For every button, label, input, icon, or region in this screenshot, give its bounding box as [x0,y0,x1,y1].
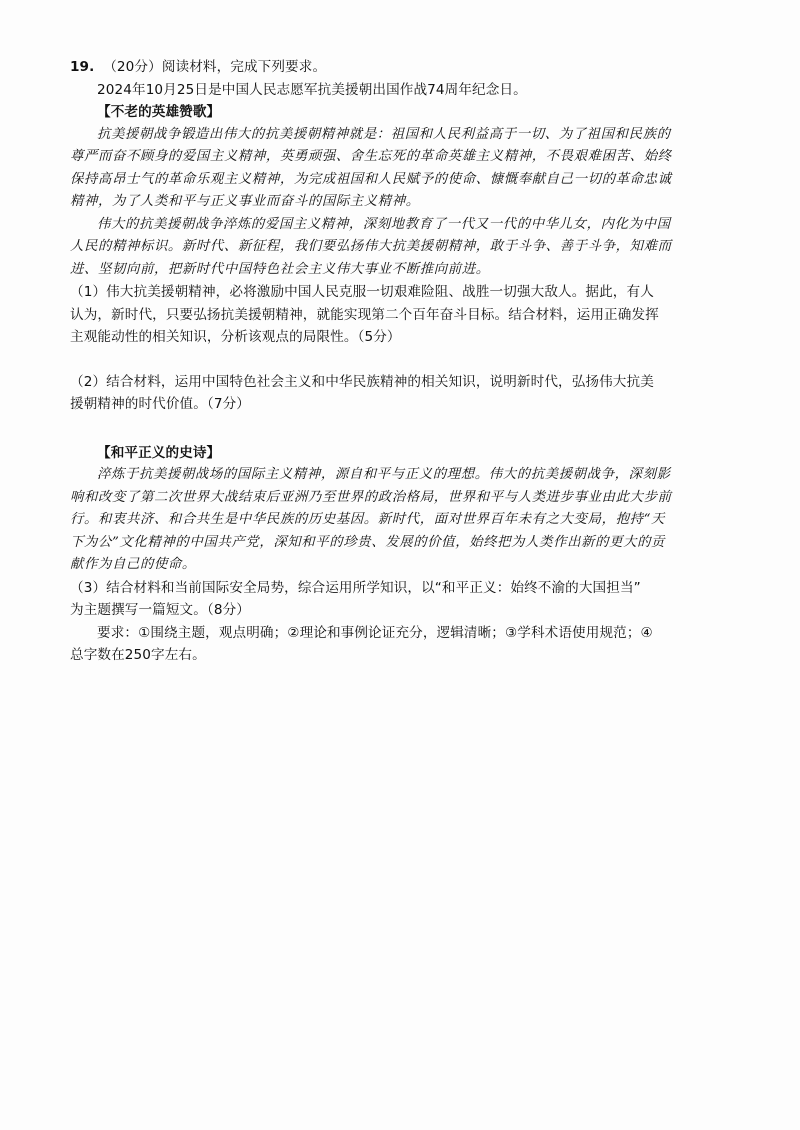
question-intro: 2024年10月25日是中国人民志愿军抗美援朝出国作战74周年纪念日。 [97,81,527,98]
material-1-line: 人民的精神标识。新时代、新征程，我们要弘扬伟大抗美援朝精神，敢于斗争、善于斗争，知难而 [70,239,672,254]
material-1-line: 保持高昂士气的革命乐观主义精神，为完成祖国和人民赋予的使命、慷慨奉献自己一切的革命忠诚 [70,171,672,187]
requirements-line: 要求：①围绕主题，观点明确；②理论和事例论证充分，逻辑清晰；③学科术语使用规范；④ [97,624,653,641]
material-1-line: 抗美援朝战争锻造出伟大的抗美援朝精神就是：祖国和人民利益高于一切、为了祖国和民族的 [97,126,671,142]
answer-space [70,349,735,371]
material-2-title: 【和平正义的史诗】 [97,444,221,461]
question-score: （20分）阅读材料，完成下列要求。 [103,59,327,75]
material-1 [70,101,735,281]
question-19 [70,56,735,667]
sub-question-1-line: （1）伟大抗美援朝精神，必将激励中国人民克服一切艰难险阻、战胜一切强大敌人。据此，有人 [70,284,654,300]
material-2 [70,442,735,577]
sub-question-1-line: 认为，新时代，只要弘扬抗美援朝精神，就能实现第二个百年奋斗目标。结合材料，运用正确发挥 [70,306,659,323]
material-2-line: 献作为自己的使命。 [70,557,196,572]
answer-space [70,416,735,442]
material-1-line: 伟大的抗美援朝战争淬炼的爱国主义精神，深刻地教育了一代又一代的中华儿女，内化为中国 [97,216,671,232]
material-1-title: 【不老的英雄赞歌】 [97,104,221,120]
material-2-line: 响和改变了第二次世界大战结束后亚洲乃至世界的政治格局，世界和平与人类进步事业由此大步前 [70,489,672,505]
question-number: 19. [70,59,95,75]
sub-question-3-line: 为主题撰写一篇短文。（8分） [70,602,250,618]
material-1-line: 进、坚韧向前，把新时代中国特色社会主义伟大事业不断推向前进。 [70,261,490,277]
sub-question-2-line: （2）结合材料，运用中国特色社会主义和中华民族精神的相关知识，说明新时代，弘扬伟大抗美 [70,373,654,390]
question-header [70,56,735,79]
sub-question-1-line: 主观能动性的相关知识，分析该观点的局限性。（5分） [70,329,401,345]
requirements-line: 总字数在250字左右。 [70,647,206,663]
material-1-line: 尊严而奋不顾身的爱国主义精神，英勇顽强、舍生忘死的革命英雄主义精神，不畏艰难困苦、始终 [70,149,672,164]
material-1-line: 精神，为了人类和平与正义事业而奋斗的国际主义精神。 [70,194,420,209]
material-2-line: 淬炼于抗美援朝战场的国际主义精神，源自和平与正义的理想。伟大的抗美援朝战争，深刻影 [97,467,671,482]
material-2-line: 行。和衷共济、和合共生是中华民族的历史基因。新时代，面对世界百年未有之大变局，抱持“天 [70,512,666,527]
sub-question-3-line: （3）结合材料和当前国际安全局势，综合运用所学知识，以“和平正义：始终不渝的大国担当” [70,579,641,596]
sub-question-1 [70,281,735,349]
sub-question-2 [70,371,735,416]
material-2-line: 下为公”文化精神的中国共产党，深知和平的珍贵、发展的价值，始终把为人类作出新的更大的贡 [70,534,666,550]
sub-question-3 [70,577,735,667]
sub-question-2-line: 援朝精神的时代价值。（7分） [70,396,250,412]
